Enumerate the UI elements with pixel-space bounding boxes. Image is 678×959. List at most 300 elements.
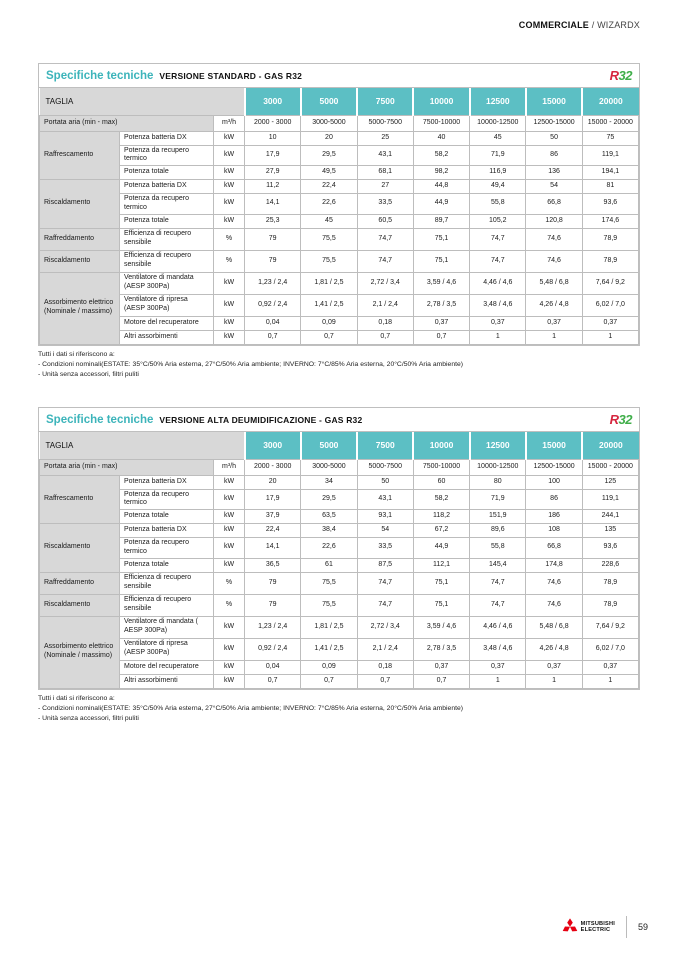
row-value: 5000-7500 [357, 459, 413, 475]
row-value: 44,8 [413, 180, 469, 194]
row-value: 36,5 [245, 558, 301, 572]
header-product-label: / WIZARDX [589, 20, 640, 30]
row-unit: kW [214, 180, 245, 194]
row-value: 49,5 [301, 166, 357, 180]
row-category: Raffreddamento [40, 572, 120, 594]
row-value: 40 [413, 131, 469, 145]
row-value: 7500-10000 [413, 115, 469, 131]
mitsubishi-logo-icon [562, 918, 578, 937]
row-category: Riscaldamento [40, 594, 120, 616]
row-value: 20 [301, 131, 357, 145]
row-value: 75,1 [413, 250, 469, 272]
row-value: 120,8 [526, 214, 582, 228]
row-value: 4,26 / 4,8 [526, 638, 582, 660]
mitsubishi-brand-text [581, 921, 615, 934]
row-value: 2,78 / 3,5 [413, 294, 469, 316]
row-label: Efficienza di recupero sensibile [120, 572, 214, 594]
row-unit: kW [214, 316, 245, 330]
row-value: 0,37 [582, 660, 638, 674]
row-label: Ventilatore di ripresa (AESP 300Pa) [120, 294, 214, 316]
table-row [40, 250, 639, 272]
row-value: 74,6 [526, 572, 582, 594]
row-label: Altri assorbimenti [120, 330, 214, 344]
row-category: Assorbimento elettrico (Nominale / massimo) [40, 616, 120, 688]
row-value: 15000 - 20000 [582, 459, 638, 475]
row-value: 27,9 [245, 166, 301, 180]
row-value: 74,7 [357, 250, 413, 272]
size-column-header: 20000 [582, 432, 638, 459]
row-value: 0,04 [245, 316, 301, 330]
row-value: 0,37 [413, 660, 469, 674]
table-row [40, 489, 639, 510]
table-row [40, 638, 639, 660]
row-value: 75 [582, 131, 638, 145]
row-value: 33,5 [357, 194, 413, 215]
row-value: 3000-5000 [301, 459, 357, 475]
row-value: 0,18 [357, 660, 413, 674]
row-unit: kW [214, 145, 245, 166]
row-value: 78,9 [582, 228, 638, 250]
row-category: Riscaldamento [40, 524, 120, 573]
spec-box [38, 63, 640, 346]
footnote-intro: Tutti i dati si riferiscono a: [38, 350, 115, 358]
size-column-header: 10000 [413, 432, 469, 459]
taglia-header: TAGLIA [40, 432, 245, 459]
row-value: 0,18 [357, 316, 413, 330]
row-value: 194,1 [582, 166, 638, 180]
row-value: 37,9 [245, 510, 301, 524]
row-value: 75,1 [413, 572, 469, 594]
footnotes [38, 694, 640, 725]
spec-table-alta-deumidificazione [39, 432, 639, 689]
size-column-header: 15000 [526, 88, 582, 115]
page-number: 59 [637, 922, 648, 932]
row-value: 74,6 [526, 228, 582, 250]
row-value: 119,1 [582, 489, 638, 510]
row-unit: kW [214, 538, 245, 559]
row-value: 119,1 [582, 145, 638, 166]
row-unit: kW [214, 272, 245, 294]
footnote-conditions: - Condizioni nominali(ESTATE: 35°C/50% Aria esterna, 27°C/50% Aria ambiente; INVERNO: 7°C/85% Aria esterna, 20°C/50% Aria ambiente) [38, 704, 464, 712]
table-row [40, 330, 639, 344]
spec-block-standard [38, 63, 640, 380]
row-value: 2000 - 3000 [245, 459, 301, 475]
row-value: 2,1 / 2,4 [357, 294, 413, 316]
table-row [40, 558, 639, 572]
row-label: Altri assorbimenti [120, 674, 214, 688]
table-row [40, 594, 639, 616]
row-value: 78,9 [582, 594, 638, 616]
row-value: 75,1 [413, 228, 469, 250]
row-value: 0,04 [245, 660, 301, 674]
row-value: 105,2 [470, 214, 526, 228]
row-value: 0,09 [301, 660, 357, 674]
row-value: 50 [357, 475, 413, 489]
row-value: 74,7 [357, 594, 413, 616]
row-unit: kW [214, 524, 245, 538]
row-value: 1 [582, 674, 638, 688]
page-header [519, 20, 640, 30]
row-value: 0,7 [301, 674, 357, 688]
row-value: 22,4 [245, 524, 301, 538]
spec-title-version: VERSIONE ALTA DEUMIDIFICAZIONE - GAS R32 [159, 414, 363, 425]
row-value: 67,2 [413, 524, 469, 538]
row-value: 2,78 / 3,5 [413, 638, 469, 660]
row-unit: % [214, 228, 245, 250]
row-value: 2000 - 3000 [245, 115, 301, 131]
row-value: 125 [582, 475, 638, 489]
row-unit: kW [214, 131, 245, 145]
spec-table-standard [39, 88, 639, 345]
row-value: 5,48 / 6,8 [526, 272, 582, 294]
row-value: 6,02 / 7,0 [582, 638, 638, 660]
table-row [40, 228, 639, 250]
row-value: 1,23 / 2,4 [245, 272, 301, 294]
row-value: 27 [357, 180, 413, 194]
row-label: Potenza batteria DX [120, 475, 214, 489]
size-column-header: 7500 [357, 432, 413, 459]
row-label: Potenza totale [120, 166, 214, 180]
row-value: 79 [245, 228, 301, 250]
size-column-header: 12500 [470, 88, 526, 115]
table-row [40, 180, 639, 194]
row-value: 20 [245, 475, 301, 489]
row-value: 1,23 / 2,4 [245, 616, 301, 638]
row-value: 60 [413, 475, 469, 489]
row-value: 34 [301, 475, 357, 489]
row-value: 0,37 [470, 316, 526, 330]
row-label: Potenza da recupero termico [120, 194, 214, 215]
row-value: 74,7 [470, 594, 526, 616]
r32-badge-number: 32 [618, 68, 632, 83]
row-value: 60,5 [357, 214, 413, 228]
table-row [40, 660, 639, 674]
row-value: 2,72 / 3,4 [357, 616, 413, 638]
row-value: 4,26 / 4,8 [526, 294, 582, 316]
row-value: 74,7 [470, 572, 526, 594]
table-row [40, 316, 639, 330]
row-value: 86 [526, 489, 582, 510]
row-unit: kW [214, 674, 245, 688]
footer-divider [626, 916, 627, 938]
row-label: Ventilatore di mandata (AESP 300Pa) [120, 272, 214, 294]
row-value: 66,8 [526, 194, 582, 215]
row-value: 3000-5000 [301, 115, 357, 131]
row-label: Potenza da recupero termico [120, 538, 214, 559]
footnote-conditions: - Condizioni nominali(ESTATE: 35°C/50% Aria esterna, 27°C/50% Aria ambiente; INVERNO: 7°C/85% Aria esterna, 20°C/50% Aria ambiente) [38, 360, 464, 368]
row-value: 15000 - 20000 [582, 115, 638, 131]
row-unit: kW [214, 475, 245, 489]
row-value: 1,81 / 2,5 [301, 616, 357, 638]
taglia-header-row [40, 88, 639, 115]
row-value: 43,1 [357, 145, 413, 166]
row-value: 12500-15000 [526, 115, 582, 131]
row-value: 7500-10000 [413, 459, 469, 475]
header-section-label: COMMERCIALE [518, 20, 589, 30]
size-column-header: 3000 [245, 88, 301, 115]
row-value: 86 [526, 145, 582, 166]
row-value: 0,7 [357, 330, 413, 344]
row-value: 74,6 [526, 250, 582, 272]
row-unit: kW [214, 294, 245, 316]
row-value: 0,7 [413, 674, 469, 688]
row-value: 93,6 [582, 538, 638, 559]
row-value: 71,9 [470, 489, 526, 510]
row-value: 0,37 [526, 660, 582, 674]
row-label: Potenza da recupero termico [120, 489, 214, 510]
row-category: Raffrescamento [40, 131, 120, 180]
row-value: 0,37 [526, 316, 582, 330]
row-value: 11,2 [245, 180, 301, 194]
row-unit: kW [214, 166, 245, 180]
table-row [40, 524, 639, 538]
row-value: 186 [526, 510, 582, 524]
row-value: 1 [582, 330, 638, 344]
row-value: 0,37 [413, 316, 469, 330]
row-value: 44,9 [413, 194, 469, 215]
row-category: Riscaldamento [40, 250, 120, 272]
size-column-header: 5000 [301, 88, 357, 115]
row-value: 108 [526, 524, 582, 538]
row-value: 87,5 [357, 558, 413, 572]
size-column-header: 7500 [357, 88, 413, 115]
row-value: 79 [245, 594, 301, 616]
row-label: Potenza totale [120, 510, 214, 524]
table-row [40, 294, 639, 316]
row-unit: m³/h [214, 459, 245, 475]
row-label: Potenza da recupero termico [120, 145, 214, 166]
row-value: 29,5 [301, 489, 357, 510]
r32-badge-number: 32 [618, 412, 632, 427]
spec-box [38, 407, 640, 690]
row-value: 10000-12500 [470, 115, 526, 131]
brand-line-1: MITSUBISHI [580, 920, 615, 927]
row-unit: kW [214, 510, 245, 524]
row-value: 0,37 [582, 316, 638, 330]
row-value: 10000-12500 [470, 459, 526, 475]
row-unit: kW [214, 616, 245, 638]
row-value: 1 [470, 674, 526, 688]
row-label: Potenza batteria DX [120, 131, 214, 145]
row-value: 74,6 [526, 594, 582, 616]
row-value: 0,92 / 2,4 [245, 638, 301, 660]
row-value: 151,9 [470, 510, 526, 524]
row-value: 78,9 [582, 250, 638, 272]
row-value: 45 [301, 214, 357, 228]
row-value: 7,64 / 9,2 [582, 616, 638, 638]
row-value: 12500-15000 [526, 459, 582, 475]
row-value: 89,7 [413, 214, 469, 228]
row-value: 74,7 [357, 572, 413, 594]
row-value: 63,5 [301, 510, 357, 524]
row-unit: % [214, 594, 245, 616]
row-value: 145,4 [470, 558, 526, 572]
size-column-header: 10000 [413, 88, 469, 115]
row-value: 1,41 / 2,5 [301, 638, 357, 660]
row-value: 174,6 [582, 214, 638, 228]
row-value: 22,4 [301, 180, 357, 194]
row-value: 244,1 [582, 510, 638, 524]
row-value: 0,09 [301, 316, 357, 330]
row-category: Raffreddamento [40, 228, 120, 250]
row-value: 22,6 [301, 194, 357, 215]
table-row [40, 510, 639, 524]
spec-title-accent: Specifiche tecniche [46, 413, 154, 426]
row-label: Motore del recuperatore [120, 316, 214, 330]
row-unit: % [214, 572, 245, 594]
table-row [40, 475, 639, 489]
size-column-header: 15000 [526, 432, 582, 459]
table-row [40, 115, 639, 131]
footnote-units: - Unità senza accessori, filtri puliti [38, 370, 139, 378]
row-value: 75,5 [301, 250, 357, 272]
table-row [40, 166, 639, 180]
row-value: 38,4 [301, 524, 357, 538]
r32-gas-badge [610, 68, 632, 83]
row-value: 55,8 [470, 194, 526, 215]
spec-title-bar [39, 408, 639, 432]
row-value: 0,7 [357, 674, 413, 688]
row-category: Riscaldamento [40, 180, 120, 229]
row-value: 25,3 [245, 214, 301, 228]
size-column-header: 3000 [245, 432, 301, 459]
row-label: Efficienza di recupero sensibile [120, 228, 214, 250]
row-value: 54 [526, 180, 582, 194]
row-label: Ventilatore di ripresa (AESP 300Pa) [120, 638, 214, 660]
table-row [40, 674, 639, 688]
row-value: 78,9 [582, 572, 638, 594]
row-value: 33,5 [357, 538, 413, 559]
spec-block-alta-deumidificazione [38, 407, 640, 724]
row-value: 74,7 [470, 228, 526, 250]
row-value: 116,9 [470, 166, 526, 180]
row-unit: m³/h [214, 115, 245, 131]
row-unit: kW [214, 638, 245, 660]
row-value: 135 [582, 524, 638, 538]
row-label: Motore del recuperatore [120, 660, 214, 674]
row-unit: kW [214, 558, 245, 572]
table-row [40, 538, 639, 559]
size-column-header: 12500 [470, 432, 526, 459]
row-value: 45 [470, 131, 526, 145]
row-value: 74,7 [357, 228, 413, 250]
table-row [40, 459, 639, 475]
row-value: 58,2 [413, 145, 469, 166]
row-value: 71,9 [470, 145, 526, 166]
spec-title-accent: Specifiche tecniche [46, 69, 154, 82]
row-value: 80 [470, 475, 526, 489]
row-value: 112,1 [413, 558, 469, 572]
row-value: 0,37 [470, 660, 526, 674]
size-column-header: 5000 [301, 432, 357, 459]
row-value: 25 [357, 131, 413, 145]
table-row [40, 214, 639, 228]
row-value: 14,1 [245, 538, 301, 559]
r32-badge-letter: R [609, 68, 619, 83]
row-value: 100 [526, 475, 582, 489]
row-value: 54 [357, 524, 413, 538]
row-label: Efficienza di recupero sensibile [120, 594, 214, 616]
row-value: 17,9 [245, 489, 301, 510]
row-category: Assorbimento elettrico (Nominale / massimo) [40, 272, 120, 344]
row-label: Efficienza di recupero sensibile [120, 250, 214, 272]
table-row [40, 131, 639, 145]
row-value: 2,1 / 2,4 [357, 638, 413, 660]
row-value: 43,1 [357, 489, 413, 510]
taglia-header-row [40, 432, 639, 459]
row-value: 136 [526, 166, 582, 180]
table-row [40, 272, 639, 294]
row-value: 3,59 / 4,6 [413, 272, 469, 294]
row-value: 174,8 [526, 558, 582, 572]
table-row [40, 194, 639, 215]
row-value: 58,2 [413, 489, 469, 510]
row-value: 5000-7500 [357, 115, 413, 131]
table-row [40, 616, 639, 638]
row-value: 79 [245, 572, 301, 594]
row-value: 75,5 [301, 572, 357, 594]
table-row [40, 145, 639, 166]
r32-badge-letter: R [609, 412, 619, 427]
row-value: 55,8 [470, 538, 526, 559]
footnote-intro: Tutti i dati si riferiscono a: [38, 694, 115, 702]
row-unit: kW [214, 194, 245, 215]
brand-line-2: ELECTRIC [580, 927, 611, 933]
row-value: 1,41 / 2,5 [301, 294, 357, 316]
row-value: 68,1 [357, 166, 413, 180]
footnote-units: - Unità senza accessori, filtri puliti [38, 714, 139, 722]
row-unit: % [214, 250, 245, 272]
row-label: Potenza totale [120, 214, 214, 228]
spec-title-version: VERSIONE STANDARD - GAS R32 [159, 70, 303, 81]
row-value: 7,64 / 9,2 [582, 272, 638, 294]
row-value: 0,7 [413, 330, 469, 344]
row-value: 118,2 [413, 510, 469, 524]
row-value: 3,48 / 4,6 [470, 638, 526, 660]
spec-title-bar [39, 64, 639, 88]
row-value: 0,7 [301, 330, 357, 344]
row-value: 1 [526, 674, 582, 688]
row-value: 75,5 [301, 594, 357, 616]
row-value: 3,48 / 4,6 [470, 294, 526, 316]
row-value: 0,7 [245, 674, 301, 688]
row-value: 1 [470, 330, 526, 344]
row-value: 228,6 [582, 558, 638, 572]
row-value: 93,6 [582, 194, 638, 215]
row-value: 50 [526, 131, 582, 145]
row-label: Ventilatore di mandata ( AESP 300Pa) [120, 616, 214, 638]
row-label: Potenza batteria DX [120, 180, 214, 194]
row-value: 79 [245, 250, 301, 272]
row-category: Raffrescamento [40, 475, 120, 524]
row-value: 1,81 / 2,5 [301, 272, 357, 294]
mitsubishi-brand [562, 918, 615, 937]
row-value: 49,4 [470, 180, 526, 194]
row-unit: kW [214, 489, 245, 510]
row-value: 66,8 [526, 538, 582, 559]
row-value: 1 [526, 330, 582, 344]
row-value: 3,59 / 4,6 [413, 616, 469, 638]
row-value: 93,1 [357, 510, 413, 524]
row-value: 75,5 [301, 228, 357, 250]
row-category: Portata aria (min - max) [40, 459, 214, 475]
row-value: 0,92 / 2,4 [245, 294, 301, 316]
row-value: 17,9 [245, 145, 301, 166]
row-value: 22,6 [301, 538, 357, 559]
row-value: 4,46 / 4,6 [470, 616, 526, 638]
row-value: 29,5 [301, 145, 357, 166]
row-category: Portata aria (min - max) [40, 115, 214, 131]
